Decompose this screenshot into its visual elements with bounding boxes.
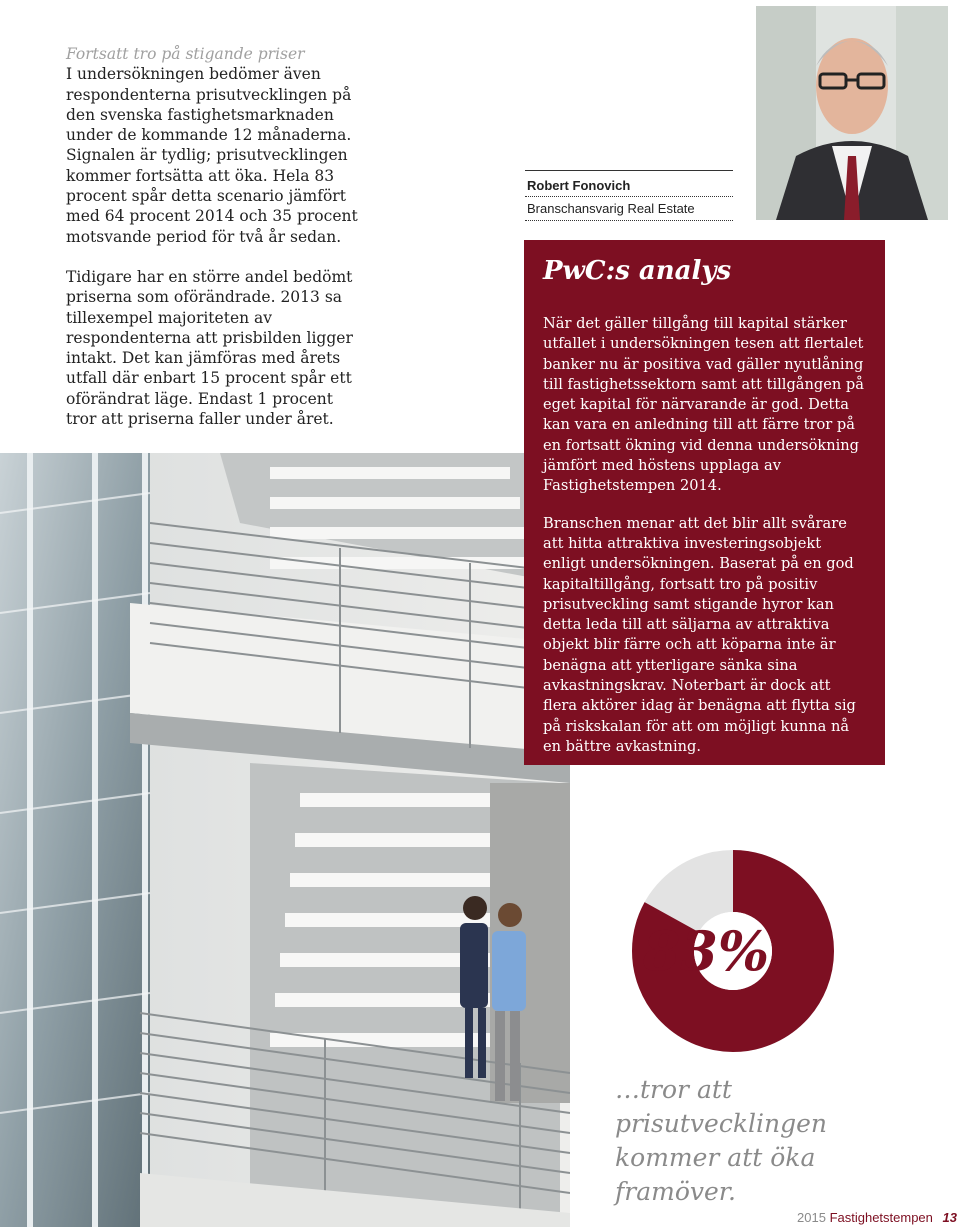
stat-donut <box>632 850 834 1052</box>
page-footer <box>797 1210 957 1225</box>
stat-label: 83% <box>642 919 770 983</box>
analysis-title: PwC:s analys <box>543 256 732 286</box>
intro-paragraph-1: I undersökningen bedömer även respondenterna prisutvecklingen på den svenska fastighetsmarknaden under de kommande 12 månaderna. Signalen är tydlig; prisutvecklingen kommer fortsätta att öka. Hela 83 procent spår detta scenario jämfört med 64 procent 2014 och 35 procent motsvande period för två år sedan. <box>66 65 358 246</box>
person-caption <box>525 170 733 221</box>
intro-paragraph-2: Tidigare har en större andel bedömt priserna som oförändrade. 2013 sa tillexempel majoriteten av respondenterna att prisbilden ligger intakt. Det kan jämföras med årets utfall där enbart 15 procent spår ett oförändrat läge. Endast 1 procent tror att priserna faller under året. <box>66 267 353 429</box>
intro-kicker: Fortsatt tro på stigande priser <box>66 45 305 63</box>
person-role: Branschansvarig Real Estate <box>525 197 733 221</box>
analysis-paragraph-1: När det gäller tillgång till kapital stärker utfallet i undersökningen tesen att flertalet banker nu är positiva vad gäller nyutlåning till fastighetssektorn samt att tillgången på eget kapital för närvarande är god. Detta kan vara en anledning till att färre tror på en fortsatt ökning vid denna undersökning jämfört med höstens upplaga av Fastighetstempen 2014. <box>543 315 864 495</box>
analysis-paragraph-2: Branschen menar att det blir allt svårare att hitta attraktiva investeringsobjekt enligt undersökningen. Baserat på en god kapitaltillgång, fortsatt tro på positiv prisutveckling samt stigande hyror kan detta leda till att säljarna av attraktiva objekt blir färre och att köparna inte är benägna att ytterligare sänka sina avkastningskrav. Noterbart är dock att flera aktörer idag är benägna att flytta sig på riskskalan för att om möjligt kunna nå en bättre avkastning. <box>543 514 856 755</box>
person-name: Robert Fonovich <box>525 171 733 197</box>
staircase-photo <box>0 453 570 1227</box>
footer-publication: Fastighetstempen <box>829 1210 933 1225</box>
person-portrait <box>756 6 948 220</box>
page-number: 13 <box>942 1210 957 1225</box>
analysis-box <box>524 240 885 765</box>
stat-caption: …tror att prisutvecklingen kommer att öka framöver. <box>615 1075 827 1206</box>
footer-year: 2015 <box>797 1210 826 1225</box>
intro-text <box>66 44 366 449</box>
